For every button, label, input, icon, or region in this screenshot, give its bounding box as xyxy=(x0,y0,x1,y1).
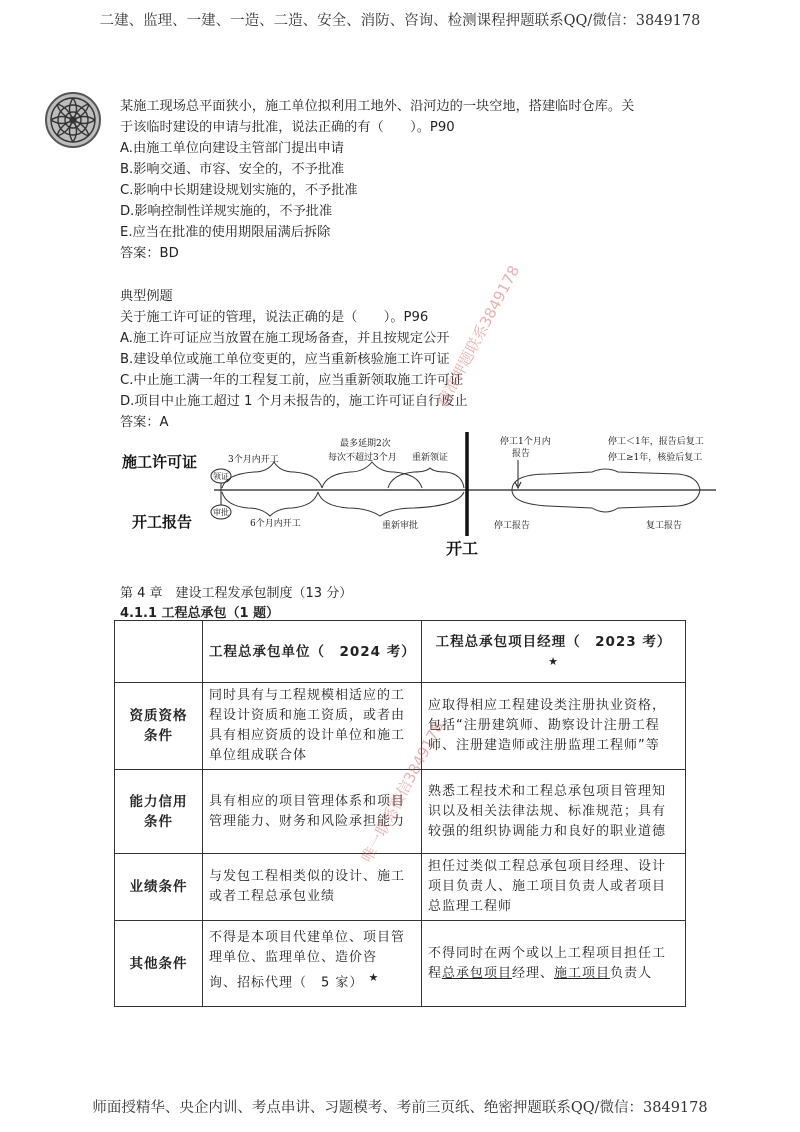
row-label-line2: 条件 xyxy=(144,728,173,744)
other-manager-suffix: 负责人 xyxy=(610,965,653,981)
note-reapprove: 重新审批 xyxy=(382,521,419,531)
capability-contractor-cell: 具有相应的项目管理体系和项目管理能力、财务和风险承担能力 xyxy=(203,770,422,854)
note-max-extension-1: 最多延期2次 xyxy=(340,439,391,449)
table-header-row xyxy=(115,621,686,683)
note-renew: 重新领证 xyxy=(412,453,449,463)
permit-circle-label: 领证 xyxy=(213,472,229,481)
row-label-performance: 业绩条件 xyxy=(115,854,203,921)
question-1-option-a: A.由施工单位向建设主管部门提出申请 xyxy=(120,141,344,156)
question-1-option-e: E.应当在批准的使用期限届满后拆除 xyxy=(120,225,331,240)
ornamental-seal-icon xyxy=(44,91,102,149)
other-contractor-line2: 询、招标代理（ 5 家） xyxy=(209,975,364,991)
footer-banner: 师面授精华、央企内训、考点串讲、习题模考、考前三页纸、绝密押题联系QQ/微信：3849178 xyxy=(92,1100,708,1116)
note-under-one-year: 停工＜1年，报告后复工 xyxy=(608,437,704,447)
col-header-project-manager-label: 工程总承包项目经理（ 2023 考） xyxy=(435,633,672,650)
question-2 xyxy=(120,286,468,433)
brace-top-1 xyxy=(222,462,322,488)
brace-bottom-1 xyxy=(222,492,318,516)
note-over-one-year: 停工≥1年，核验后复工 xyxy=(608,453,703,463)
table-row xyxy=(115,854,686,921)
other-contractor-cell xyxy=(203,921,422,1007)
row-label-line2: 条件 xyxy=(144,813,173,830)
question-2-option-b: B.建设单位或施工单位变更的，应当重新核验施工许可证 xyxy=(120,352,450,367)
question-2-stem: 关于施工许可证的管理，说法正确的是（ ）。P96 xyxy=(120,310,429,325)
row-label-capability xyxy=(115,770,203,854)
header-banner: 二建、监理、一建、一造、二造、安全、消防、咨询、检测课程押题联系QQ/微信：3849178 xyxy=(99,13,701,29)
question-2-label: 典型例题 xyxy=(120,289,173,304)
performance-manager-cell: 担任过类似工程总承包项目经理、设计项目负责人、施工项目负责人或者项目总监理工程师 xyxy=(422,854,686,921)
note-stop-report-2: 报告 xyxy=(512,449,531,459)
question-2-answer: 答案：A xyxy=(120,415,169,430)
qualification-contractor-cell: 同时具有与工程规模相适应的工程设计资质和施工资质，或者由具有相应资质的设计单位和施工单位组成联合体 xyxy=(203,683,422,770)
brace-top-3 xyxy=(388,468,464,488)
note-stop-work-report: 停工报告 xyxy=(494,521,531,531)
other-contractor-line1: 不得是本项目代建单位、项目管理单位、监理单位、造价咨 xyxy=(209,930,406,966)
row-label-permit: 施工许可证 xyxy=(122,453,198,471)
question-1-option-d: D.影响控制性详规实施的，不予批准 xyxy=(120,204,333,219)
brace-stop-top xyxy=(512,469,700,490)
note-max-extension-2: 每次不超过3个月 xyxy=(328,453,397,463)
other-manager-cell xyxy=(422,921,686,1007)
question-2-option-a: A.施工许可证应当放置在施工现场备查，并且按规定公开 xyxy=(120,331,450,346)
permit-timeline-diagram xyxy=(118,430,718,560)
section-title: 4.1.1 工程总承包（1 题） xyxy=(120,606,280,621)
other-manager-mid: 经理、 xyxy=(512,965,555,981)
other-manager-underline-1: 总承包项目 xyxy=(442,965,513,981)
note-three-months: 3个月内开工 xyxy=(228,455,279,465)
note-resume-report: 复工报告 xyxy=(646,521,683,531)
question-2-option-d: D.项目中止施工超过 1 个月未报告的，施工许可证自行废止 xyxy=(120,394,468,409)
approval-circle-label: 审批 xyxy=(213,508,229,517)
question-1 xyxy=(120,96,634,264)
table-row xyxy=(115,683,686,770)
note-six-months: 6个月内开工 xyxy=(250,519,301,529)
watermark-lower: 唯一联系微信3849178 xyxy=(357,718,448,866)
brace-bottom-2 xyxy=(318,492,464,516)
watermark-upper: 精准押题联系3849178 xyxy=(433,262,524,410)
brace-stop-bottom xyxy=(512,490,700,512)
table-row xyxy=(115,921,686,1007)
question-1-option-c: C.影响中长期建设规划实施的，不予批准 xyxy=(120,183,358,198)
row-label-line1: 资质资格 xyxy=(129,708,188,724)
question-1-option-b: B.影响交通、市容、安全的，不予批准 xyxy=(120,162,345,177)
row-label-start-report: 开工报告 xyxy=(132,513,193,531)
row-label-line1: 能力信用 xyxy=(129,793,188,810)
col-header-contractor: 工程总承包单位（ 2024 考） xyxy=(203,621,422,683)
performance-contractor-cell: 与发包工程相类似的设计、施工或者工程总承包业绩 xyxy=(203,854,422,921)
note-stop-report-1: 停工1个月内 xyxy=(500,437,551,447)
start-label: 开工 xyxy=(446,539,479,558)
question-1-answer: 答案：BD xyxy=(120,246,179,261)
col-header-project-manager xyxy=(422,621,686,683)
capability-manager-cell: 熟悉工程技术和工程总承包项目管理知识以及相关法律法规、标准规范；具有较强的组织协调能力和良好的职业道德 xyxy=(422,770,686,854)
question-2-option-c: C.中止施工满一年的工程复工前，应当重新领取施工许可证 xyxy=(120,373,464,388)
chapter-title: 第 4 章 建设工程发承包制度（13 分） xyxy=(120,586,353,601)
col-header-star: ★ xyxy=(548,654,559,668)
table-corner-cell xyxy=(115,621,203,683)
other-contractor-star: ★ xyxy=(368,971,380,985)
question-1-stem-line1: 某施工现场总平面狭小，施工单位拟利用工地外、沿河边的一块空地，搭建临时仓库。关 xyxy=(120,99,635,114)
row-label-other: 其他条件 xyxy=(115,921,203,1007)
qualification-manager-cell: 应取得相应工程建设类注册执业资格，包括“注册建筑师、勘察设计注册工程师、注册建造师或注册监理工程师”等 xyxy=(422,683,686,770)
row-label-qualification xyxy=(115,683,203,770)
brace-top-2 xyxy=(322,462,422,488)
question-1-stem-line2: 于该临时建设的申请与批准，说法正确的有（ ）。P90 xyxy=(120,120,455,135)
other-manager-prefix: 不得同时在两个或以上工程项目担任工程 xyxy=(428,945,667,981)
other-manager-underline-2: 施工项目 xyxy=(554,965,611,981)
